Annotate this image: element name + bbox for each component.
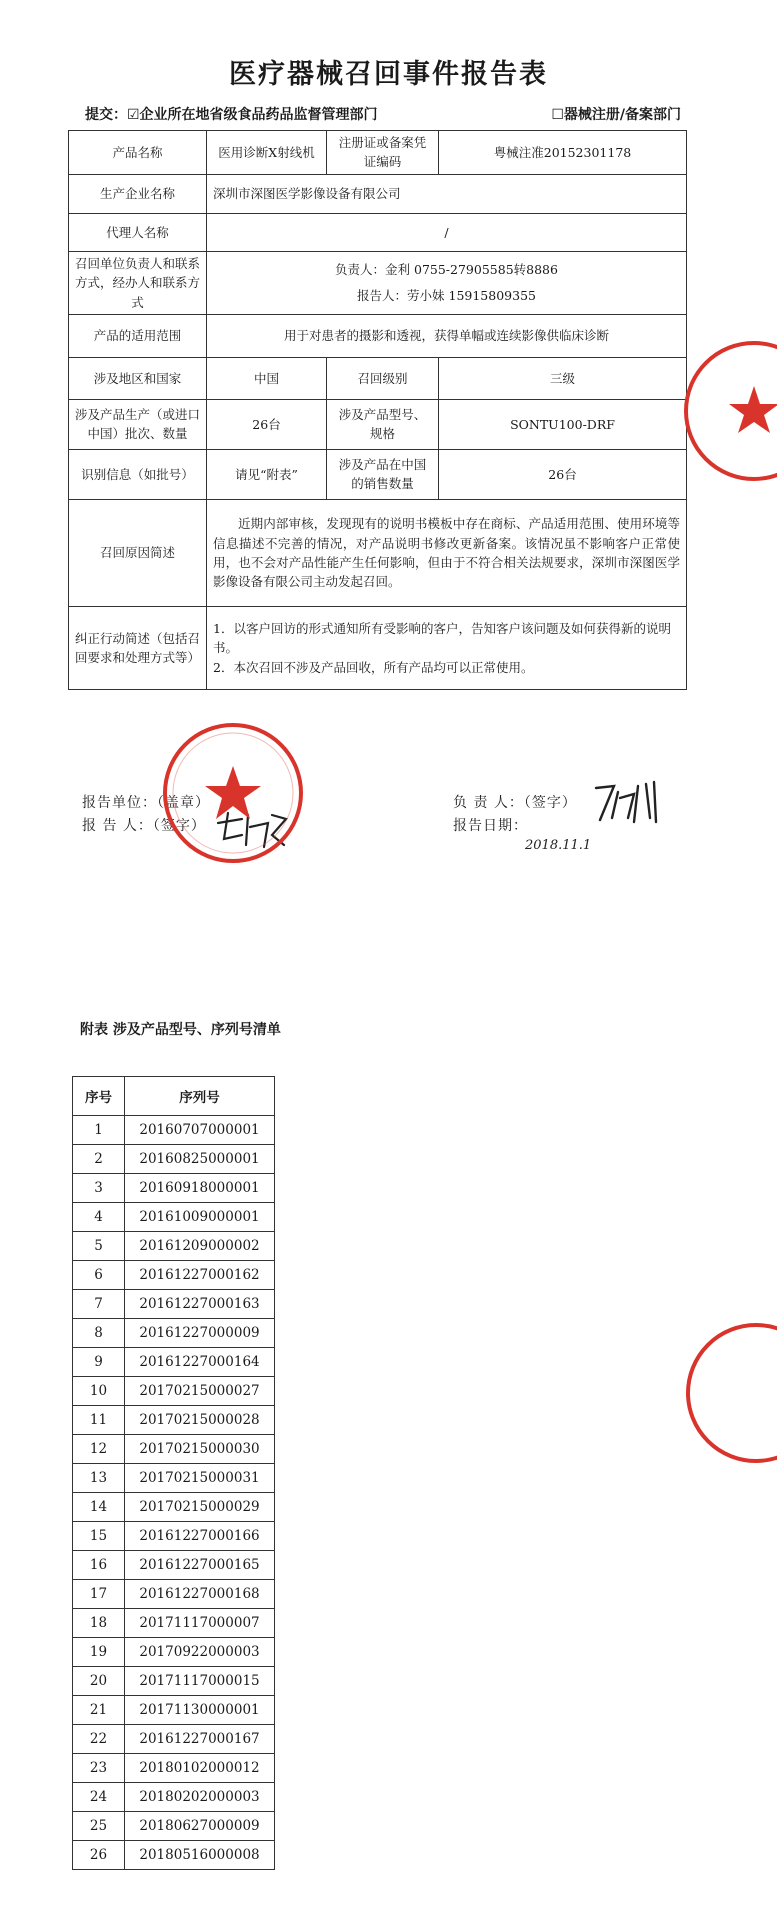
row-index-cell: 9 xyxy=(73,1348,125,1377)
reg-cert-value: 粤械注准20152301178 xyxy=(439,131,687,175)
row-index-cell: 7 xyxy=(73,1290,125,1319)
recall-level-value: 三级 xyxy=(439,357,687,399)
row-index-cell: 13 xyxy=(73,1464,125,1493)
table-row xyxy=(73,1783,275,1812)
table-row xyxy=(73,1522,275,1551)
serial-number-cell: 20171117000007 xyxy=(125,1609,275,1638)
serial-number-cell: 20170215000030 xyxy=(125,1435,275,1464)
agent-value: / xyxy=(207,213,687,251)
table-row xyxy=(69,399,687,449)
region-label: 涉及地区和国家 xyxy=(69,357,207,399)
action-label: 纠正行动简述（包括召回要求和处理方式等） xyxy=(69,606,207,689)
row-index-cell: 5 xyxy=(73,1232,125,1261)
identification-label: 识别信息（如批号） xyxy=(69,449,207,499)
serial-number-cell: 20160825000001 xyxy=(125,1145,275,1174)
serial-number-cell: 20160707000001 xyxy=(125,1116,275,1145)
company-seal-stamp xyxy=(676,1318,777,1468)
action-item-2: 2．本次召回不涉及产品回收，所有产品均可以正常使用。 xyxy=(213,659,534,675)
table-row xyxy=(73,1667,275,1696)
table-row xyxy=(73,1435,275,1464)
sales-label: 涉及产品在中国的销售数量 xyxy=(327,449,439,499)
table-row xyxy=(73,1609,275,1638)
table-row xyxy=(73,1377,275,1406)
serial-number-cell: 20161227000009 xyxy=(125,1319,275,1348)
serial-number-cell: 20171130000001 xyxy=(125,1696,275,1725)
table-row xyxy=(73,1725,275,1754)
serial-number-cell: 20170922000003 xyxy=(125,1638,275,1667)
reg-cert-label: 注册证或备案凭证编码 xyxy=(327,131,439,175)
serial-number-cell: 20170215000031 xyxy=(125,1464,275,1493)
row-index-cell: 24 xyxy=(73,1783,125,1812)
model-label: 涉及产品型号、规格 xyxy=(327,399,439,449)
product-name-value: 医用诊断X射线机 xyxy=(207,131,327,175)
report-date-label: 报告日期： xyxy=(453,818,528,834)
table-row xyxy=(73,1464,275,1493)
table-row xyxy=(73,1638,275,1667)
serial-number-cell: 20180202000003 xyxy=(125,1783,275,1812)
report-unit-label: 报告单位：（盖章） xyxy=(82,795,210,811)
sales-value: 26台 xyxy=(439,449,687,499)
batch-label: 涉及产品生产（或进口中国）批次、数量 xyxy=(69,399,207,449)
table-row xyxy=(73,1348,275,1377)
table-row xyxy=(73,1232,275,1261)
row-index-cell: 21 xyxy=(73,1696,125,1725)
table-row xyxy=(69,314,687,357)
table-header-row xyxy=(73,1077,275,1116)
table-row xyxy=(69,131,687,175)
company-seal-stamp xyxy=(674,336,777,486)
table-row xyxy=(73,1174,275,1203)
row-index-cell: 26 xyxy=(73,1841,125,1870)
company-seal-stamp xyxy=(158,718,308,868)
report-date-value: 2018.11.1 xyxy=(525,838,592,853)
table-row xyxy=(73,1319,275,1348)
contact-label: 召回单位负责人和联系方式，经办人和联系方式 xyxy=(69,251,207,314)
serial-number-cell: 20180627000009 xyxy=(125,1812,275,1841)
serial-number-table xyxy=(72,1076,275,1870)
table-row xyxy=(73,1261,275,1290)
row-index-cell: 22 xyxy=(73,1725,125,1754)
batch-value: 26台 xyxy=(207,399,327,449)
row-index-cell: 6 xyxy=(73,1261,125,1290)
table-row xyxy=(73,1696,275,1725)
table-row xyxy=(69,606,687,689)
table-row xyxy=(73,1406,275,1435)
serial-number-cell: 20171117000015 xyxy=(125,1667,275,1696)
table-row xyxy=(73,1116,275,1145)
identification-value: 请见“附表” xyxy=(207,449,327,499)
table-row xyxy=(69,174,687,213)
serial-number-cell: 20161227000162 xyxy=(125,1261,275,1290)
serial-number-cell: 20161227000164 xyxy=(125,1348,275,1377)
recall-report-table xyxy=(68,130,687,690)
table-row xyxy=(73,1551,275,1580)
row-index-cell: 4 xyxy=(73,1203,125,1232)
row-index-cell: 10 xyxy=(73,1377,125,1406)
product-name-label: 产品名称 xyxy=(69,131,207,175)
region-value: 中国 xyxy=(207,357,327,399)
manufacturer-label: 生产企业名称 xyxy=(69,174,207,213)
row-index-cell: 1 xyxy=(73,1116,125,1145)
table-row xyxy=(69,213,687,251)
table-row xyxy=(69,449,687,499)
serial-number-cell: 20170215000029 xyxy=(125,1493,275,1522)
reason-value xyxy=(207,499,687,606)
action-value xyxy=(207,606,687,689)
row-index-cell: 2 xyxy=(73,1145,125,1174)
annex-title: 附表 涉及产品型号、序列号清单 xyxy=(80,1022,281,1038)
page-title: 医疗器械召回事件报告表 xyxy=(229,59,548,90)
row-index-cell: 20 xyxy=(73,1667,125,1696)
model-value: SONTU100-DRF xyxy=(439,399,687,449)
row-index-cell: 14 xyxy=(73,1493,125,1522)
row-index-cell: 12 xyxy=(73,1435,125,1464)
registration-dept-label: ☐器械注册/备案部门 xyxy=(551,107,681,123)
serial-number-cell: 20161227000165 xyxy=(125,1551,275,1580)
row-index-cell: 19 xyxy=(73,1638,125,1667)
serial-number-cell: 20161009000001 xyxy=(125,1203,275,1232)
table-row xyxy=(73,1812,275,1841)
row-index-cell: 15 xyxy=(73,1522,125,1551)
table-row xyxy=(69,251,687,314)
reporter-label: 报 告 人：（签字） xyxy=(82,818,206,834)
column-header-index: 序号 xyxy=(73,1077,125,1116)
row-index-cell: 3 xyxy=(73,1174,125,1203)
table-row xyxy=(73,1145,275,1174)
head-label: 负 责 人：（签字） xyxy=(453,795,577,811)
submit-to-label: 提交：☑企业所在地省级食品药品监督管理部门 xyxy=(85,107,378,123)
serial-number-cell: 20160918000001 xyxy=(125,1174,275,1203)
contact-reporter: 报告人：劳小妹 15915809355 xyxy=(357,287,536,303)
contact-head: 负责人：金利 0755-27905585转8886 xyxy=(335,262,558,278)
contact-value xyxy=(207,251,687,314)
signature-head-handwriting xyxy=(590,778,670,828)
usage-label: 产品的适用范围 xyxy=(69,314,207,357)
manufacturer-value: 深圳市深图医学影像设备有限公司 xyxy=(207,174,687,213)
serial-number-cell: 20180102000012 xyxy=(125,1754,275,1783)
row-index-cell: 16 xyxy=(73,1551,125,1580)
table-row xyxy=(73,1841,275,1870)
table-row xyxy=(73,1203,275,1232)
serial-number-cell: 20180516000008 xyxy=(125,1841,275,1870)
serial-number-cell: 20170215000027 xyxy=(125,1377,275,1406)
table-row xyxy=(69,357,687,399)
reason-label: 召回原因简述 xyxy=(69,499,207,606)
row-index-cell: 18 xyxy=(73,1609,125,1638)
table-row xyxy=(73,1493,275,1522)
row-index-cell: 17 xyxy=(73,1580,125,1609)
serial-number-cell: 20161227000166 xyxy=(125,1522,275,1551)
column-header-serial: 序列号 xyxy=(125,1077,275,1116)
row-index-cell: 8 xyxy=(73,1319,125,1348)
serial-number-cell: 20161227000168 xyxy=(125,1580,275,1609)
table-row xyxy=(69,499,687,606)
serial-number-cell: 20161227000163 xyxy=(125,1290,275,1319)
reason-text: 近期内部审核，发现现有的说明书模板中存在商标、产品适用范围、使用环境等信息描述不完善的情况，对产品说明书修改更新备案。该情况虽不影响客户正常使用，也不会对产品性能产生任何影响，但由于不符合相关法规要求，深圳市深图医学影像设备有限公司主动发起召回。 xyxy=(213,516,680,590)
serial-number-cell: 20170215000028 xyxy=(125,1406,275,1435)
agent-label: 代理人名称 xyxy=(69,213,207,251)
table-row xyxy=(73,1754,275,1783)
table-row xyxy=(73,1290,275,1319)
row-index-cell: 23 xyxy=(73,1754,125,1783)
recall-level-label: 召回级别 xyxy=(327,357,439,399)
serial-number-cell: 20161209000002 xyxy=(125,1232,275,1261)
usage-value: 用于对患者的摄影和透视，获得单幅或连续影像供临床诊断 xyxy=(207,314,687,357)
action-item-1: 1．以客户回访的形式通知所有受影响的客户，告知客户该问题及如何获得新的说明书。 xyxy=(213,620,671,656)
table-row xyxy=(73,1580,275,1609)
row-index-cell: 11 xyxy=(73,1406,125,1435)
serial-number-cell: 20161227000167 xyxy=(125,1725,275,1754)
row-index-cell: 25 xyxy=(73,1812,125,1841)
